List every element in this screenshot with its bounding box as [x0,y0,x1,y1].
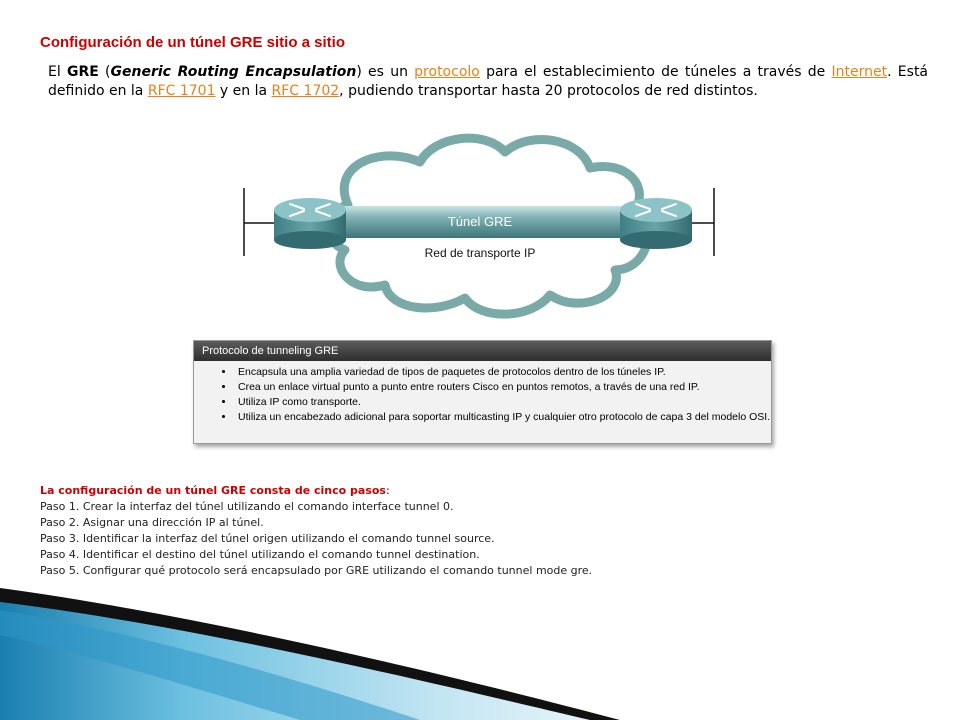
link-rfc-1702[interactable]: RFC 1702 [271,83,340,99]
network-label: Red de transporte IP [424,246,536,260]
router-right-icon [620,198,692,249]
step-item: Paso 2. Asignar una dirección IP al túnel. [40,516,264,529]
step-item: Paso 4. Identificar el destino del túnel utilizando el comando tunnel destination. [40,548,480,561]
gre-acronym: GRE [66,64,99,80]
intro-text: , pudiendo transportar hasta 20 protocolos de red distintos. [339,83,758,99]
link-rfc-1701[interactable]: RFC 1701 [147,83,216,99]
list-item: • Encapsula una amplia variedad de tipos de paquetes de protocolos dentro de los túneles IP. [235,365,771,380]
list-item: • Crea un enlace virtual punto a punto entre routers Cisco en puntos remotos, a través de una red IP. [235,380,771,395]
gre-features-header: Protocolo de tunneling GRE [194,341,771,361]
intro-text: ) es un [356,64,415,80]
gre-features-box [193,340,772,444]
decorative-swoosh [0,580,960,720]
tunnel-label: Túnel GRE [447,214,513,229]
gre-full-name: Generic Routing Encapsulation [110,64,357,80]
intro-text: El [48,64,67,80]
step-item: Paso 3. Identificar la interfaz del túnel origen utilizando el comando tunnel source. [40,532,495,545]
step-item: Paso 1. Crear la interfaz del túnel utilizando el comando interface tunnel 0. [40,500,454,513]
steps-heading: La configuración de un túnel GRE consta de cinco pasos [40,484,386,497]
link-protocolo[interactable]: protocolo [414,64,480,80]
link-internet[interactable]: Internet [831,64,888,80]
page-title: Configuración de un túnel GRE sitio a sitio [40,34,346,51]
gre-features-list [194,365,771,425]
list-item: • Utiliza IP como transporte. [235,395,771,410]
intro-text: para el establecimiento de túneles a través de [479,64,832,80]
gre-tunnel-diagram [230,130,730,320]
steps-colon: : [385,484,390,497]
intro-text: y en la [215,83,272,99]
router-left-icon [274,198,346,249]
intro-text: ( [98,64,111,80]
intro-paragraph [48,63,928,101]
step-item: Paso 5. Configurar qué protocolo será encapsulado por GRE utilizando el comando tunnel mode gre. [40,564,593,577]
steps-section [40,483,592,579]
intro-text: . Está definido en la [48,64,929,99]
list-item: • Utiliza un encabezado adicional para soportar multicasting IP y cualquier otro protocolo de capa 3 del modelo OSI. [235,410,771,425]
